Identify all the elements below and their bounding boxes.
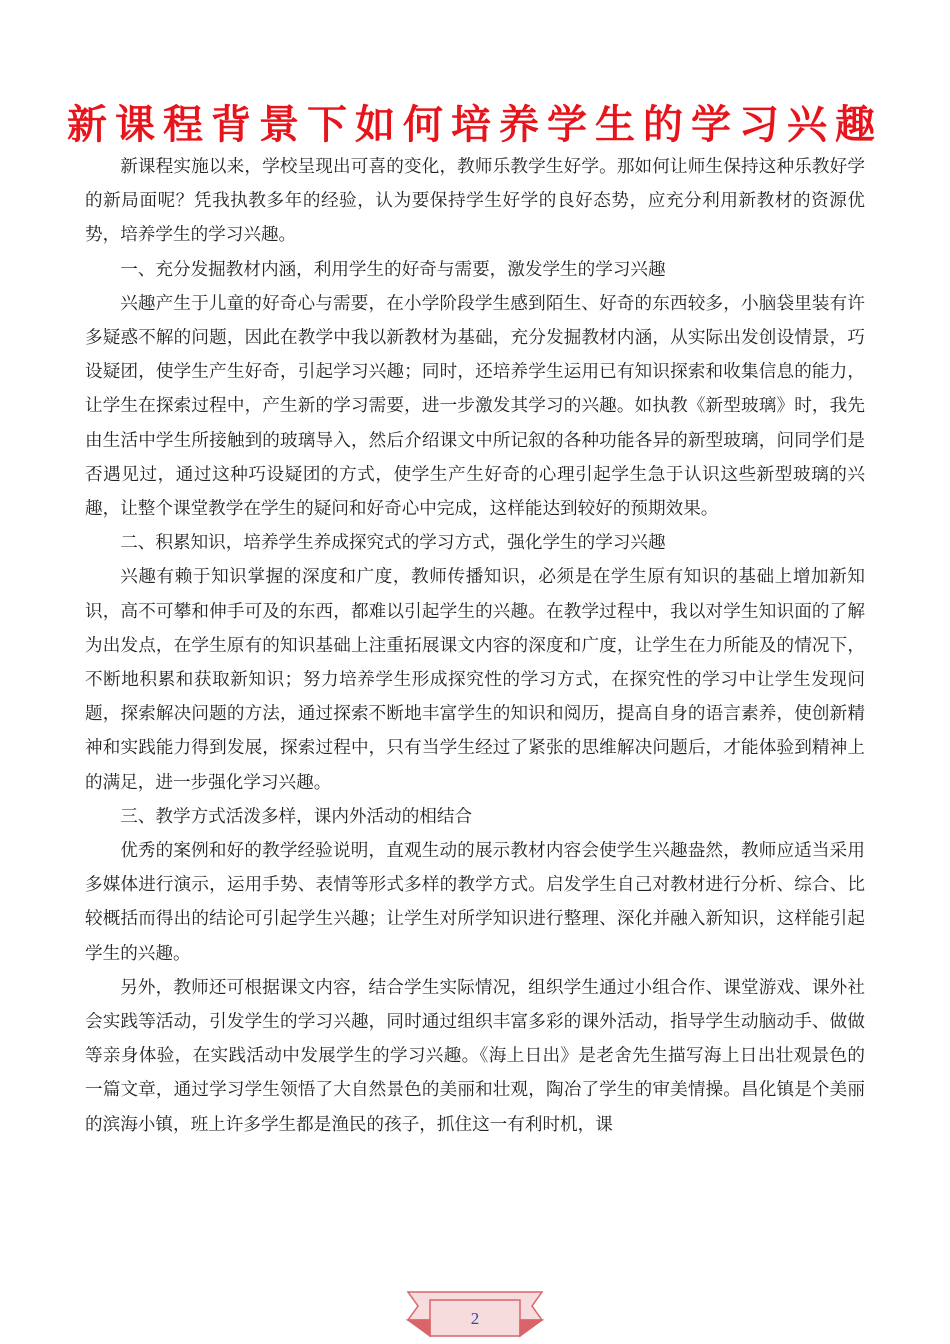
section-heading-2: 二、积累知识，培养学生养成探究式的学习方式，强化学生的学习兴趣 (120, 533, 666, 554)
section-heading-1: 一、充分发掘教材内涵，利用学生的好奇与需要，激发学生的学习兴趣 (120, 259, 666, 280)
paragraph-section-2: 兴趣有赖于知识掌握的深度和广度，教师传播知识，必须是在学生原有知识的基础上增加新知识，高不可攀和伸手可及的东西，都难以引起学生的兴趣。在教学过程中，我以对学生知识面的了解为出发点，在学生原有的知识基础上注重拓展课文内容的深度和广度，让学生在力所能及的情况下，不断地积累和获取新知识；努力培养学生形成探究性的学习方式，在探究性的学习中让学生发现问题，探索解决问题的方法，通过探索不断地丰富学生的知识和阅历，提高自身的语言素养，使创新精神和实践能力得到发展，探索过程中，只有当学生经过了紧张的思维解决问题后，才能体验到精神上的满足，进一步强化学习兴趣。 (85, 567, 865, 793)
paragraph-section-3a: 优秀的案例和好的教学经验说明，直观生动的展示教材内容会使学生兴趣盎然，教师应适当采用多媒体进行演示，运用手势、表情等形式多样的教学方式。启发学生自己对教材进行分析、综合、比较概括而得出的结论可引起学生兴趣；让学生对所学知识进行整理、深化并融入新知识，这样能引起学生的兴趣。 (85, 841, 865, 964)
paragraph-intro: 新课程实施以来，学校呈现出可喜的变化，教师乐教学生好学。那如何让师生保持这种乐教好学的新局面呢？凭我执教多年的经验，认为要保持学生好学的良好态势，应充分利用新教材的资源优势，培养学生的学习兴趣。 (85, 157, 865, 246)
paragraph-section-1: 兴趣产生于儿童的好奇心与需要，在小学阶段学生感到陌生、好奇的东西较多，小脑袋里装有许多疑惑不解的问题，因此在教学中我以新教材为基础，充分发掘教材内涵，从实际出发创设情景，巧设疑团，使学生产生好奇，引起学习兴趣；同时，还培养学生运用已有知识探索和收集信息的能力，让学生在探索过程中，产生新的学习需要，进一步激发其学习的兴趣。如执教《新型玻璃》时，我先由生活中学生所接触到的玻璃导入，然后介绍课文中所记叙的各种功能各异的新型玻璃，问同学们是否遇见过，通过这种巧设疑团的方式，使学生产生好奇的心理引起学生急于认识这些新型玻璃的兴趣，让整个课堂教学在学生的疑问和好奇心中完成，这样能达到较好的预期效果。 (85, 293, 865, 520)
section-heading-3: 三、教学方式活泼多样，课内外活动的相结合 (120, 806, 473, 827)
page-number: 2 (470, 1309, 480, 1328)
document-title: 新课程背景下如何培养学生的学习兴趣 (67, 102, 883, 148)
page-footer (0, 1284, 950, 1344)
paragraph-section-3b: 另外，教师还可根据课文内容，结合学生实际情况，组织学生通过小组合作、课堂游戏、课外社会实践等活动，引发学生的学习兴趣，同时通过组织丰富多彩的课外活动，指导学生动脑动手、做做等亲身体验，在实践活动中发展学生的学习兴趣。《海上日出》是老舍先生描写海上日出壮观景色的一篇文章，通过学习学生领悟了大自然景色的美丽和壮观，陶冶了学生的审美情操。昌化镇是个美丽的滨海小镇，班上许多学生都是渔民的孩子，抓住这一有利时机，课 (85, 977, 865, 1135)
document-body (85, 150, 865, 1142)
